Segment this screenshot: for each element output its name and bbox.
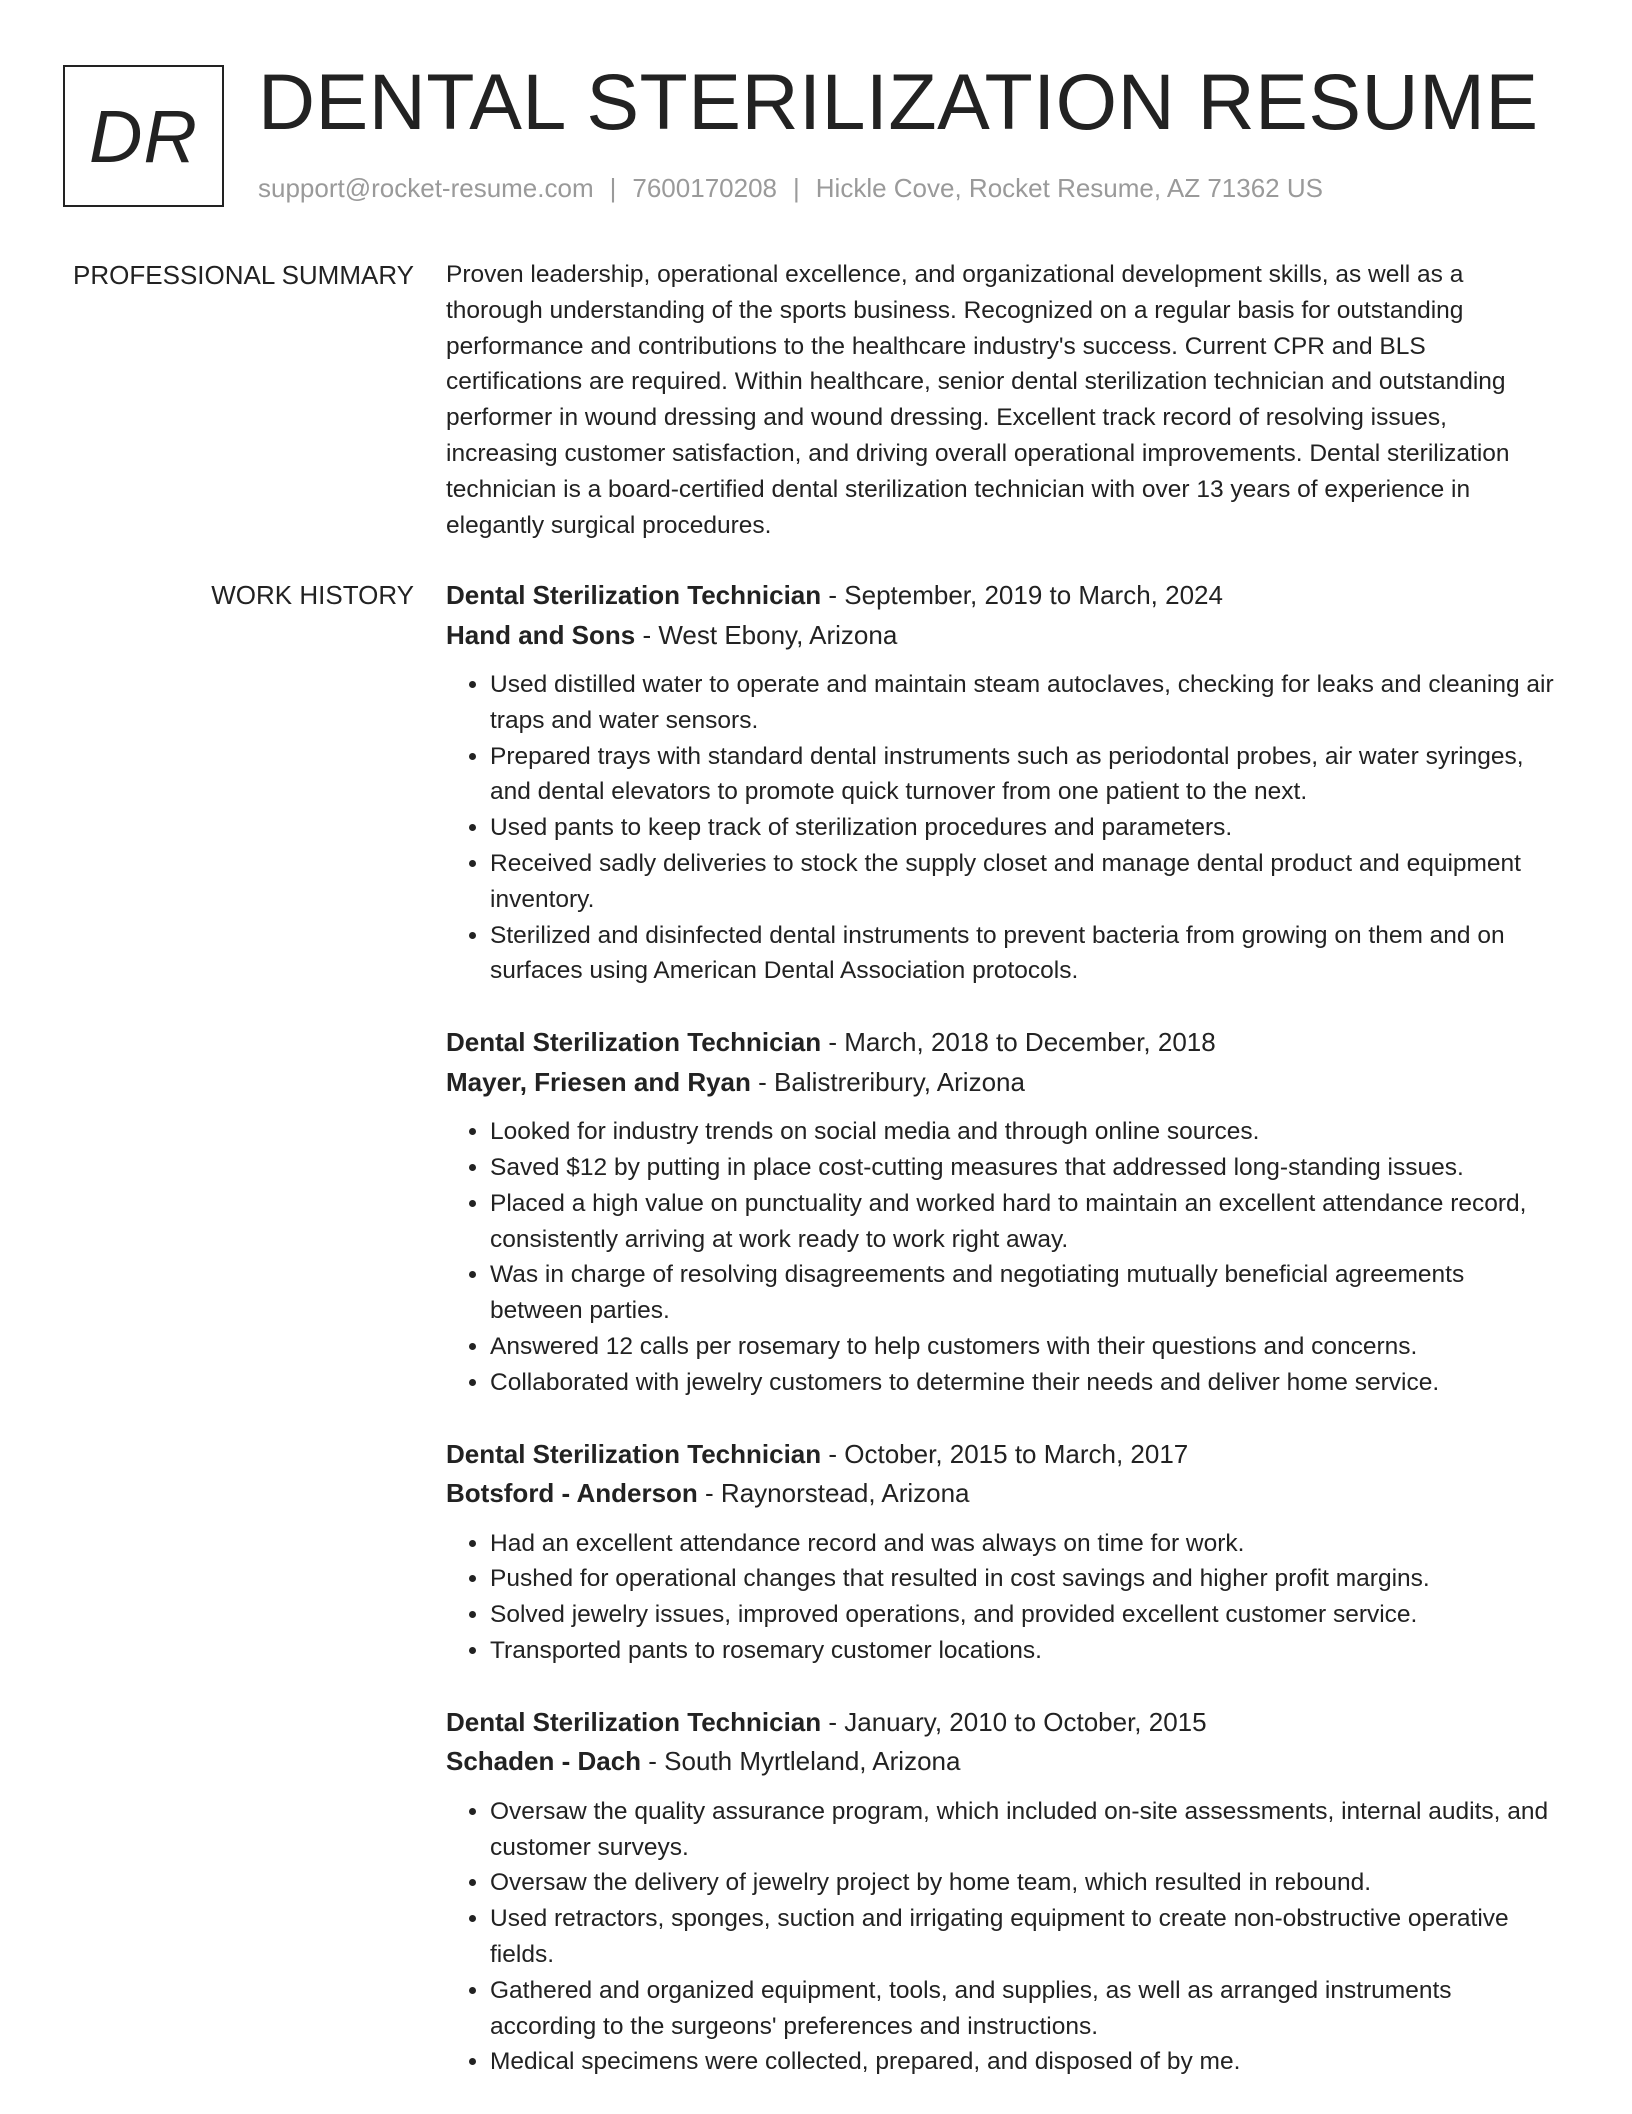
job-bullet: • Oversaw the delivery of jewelry project by home team, which resulted in rebound. (490, 1865, 1562, 1901)
job-title: Dental Sterilization Technician (446, 1438, 822, 1469)
work-history-section-label: WORK HISTORY (211, 580, 414, 610)
job-entry (446, 1435, 1562, 1669)
summary-section (446, 257, 1562, 543)
job-company-line (446, 1063, 1562, 1103)
job-company-line (446, 1742, 1562, 1782)
job-dash: - (750, 1066, 775, 1097)
job-company: Schaden - Dach (446, 1746, 642, 1777)
job-bullet: • Gathered and organized equipment, tools, and supplies, as well as arranged instruments according to the surgeons' preferences and instructions. (490, 1973, 1562, 2045)
monogram-initials: DR (89, 94, 198, 178)
job-bullet: • Solved jewelry issues, improved operations, and provided excellent customer service. (490, 1597, 1562, 1633)
contact-email: support@rocket-resume.com (258, 173, 594, 203)
contact-separator: | (793, 173, 800, 203)
work-history-section (446, 576, 1562, 2114)
contact-line (258, 173, 1323, 204)
job-bullet: • Transported pants to rosemary customer locations. (490, 1633, 1562, 1669)
job-dates: March, 2018 to December, 2018 (844, 1027, 1216, 1058)
job-bullet: • Looked for industry trends on social media and through online sources. (490, 1114, 1562, 1150)
contact-address: Hickle Cove, Rocket Resume, AZ 71362 US (815, 173, 1323, 203)
job-bullet: • Was in charge of resolving disagreements and negotiating mutually beneficial agreements between parties. (490, 1257, 1562, 1329)
job-title-line (446, 1023, 1562, 1063)
job-bullet-list (446, 667, 1562, 989)
job-dash: - (821, 1438, 845, 1469)
job-bullet: • Collaborated with jewelry customers to determine their needs and deliver home service. (490, 1365, 1562, 1401)
job-dates: January, 2010 to October, 2015 (844, 1706, 1207, 1737)
job-bullet: • Used distilled water to operate and maintain steam autoclaves, checking for leaks and cleaning air traps and water sensors. (490, 667, 1562, 739)
job-location: West Ebony, Arizona (658, 619, 898, 650)
job-dash: - (821, 1027, 845, 1058)
job-bullet: • Used retractors, sponges, suction and irrigating equipment to create non-obstructive operative fields. (490, 1901, 1562, 1973)
job-dash: - (697, 1478, 721, 1509)
job-company: Mayer, Friesen and Ryan (446, 1066, 751, 1097)
job-title: Dental Sterilization Technician (446, 1706, 822, 1737)
contact-separator: | (609, 173, 617, 203)
job-title: Dental Sterilization Technician (446, 580, 822, 610)
monogram-box (63, 65, 224, 207)
job-bullet: • Had an excellent attendance record and was always on time for work. (490, 1526, 1562, 1562)
summary-text: Proven leadership, operational excellence, and organizational development skills, as well as a thorough understanding of the sports business. Recognized on a regular basis for outstanding performance and contributions to the healthcare industry's success. Current CPR and BLS certifications are required. Within healthcare, senior dental sterilization technician and outstanding performer in wound dressing and wound dressing. Excellent track record of resolving issues, increasing customer satisfaction, and driving overall operational improvements. Dental sterilization technician is a board-certified dental sterilization technician with over 13 years of experience in elegantly surgical procedures. (446, 261, 1510, 539)
job-dash: - (821, 580, 845, 610)
job-dash: - (641, 1746, 665, 1777)
job-bullet: • Oversaw the quality assurance program, which included on-site assessments, internal audits, and customer surveys. (490, 1794, 1562, 1866)
job-bullet: • Sterilized and disinfected dental instruments to prevent bacteria from growing on them and on surfaces using American Dental Association protocols. (490, 918, 1562, 990)
job-bullet-list (446, 1114, 1562, 1400)
job-bullet-list (446, 1526, 1562, 1669)
job-entry (446, 1703, 1562, 2080)
summary-section-label: PROFESSIONAL SUMMARY (73, 260, 414, 290)
job-dash: - (635, 619, 659, 650)
job-company-line (446, 616, 1562, 656)
resume-title: DENTAL STERILIZATION RESUME (258, 57, 1539, 146)
job-entry (446, 1023, 1562, 1400)
job-company: Botsford - Anderson (446, 1478, 698, 1509)
job-location: Raynorstead, Arizona (720, 1478, 970, 1509)
job-company: Hand and Sons (446, 619, 636, 650)
job-dates: October, 2015 to March, 2017 (844, 1438, 1189, 1469)
job-title: Dental Sterilization Technician (446, 1027, 822, 1058)
job-bullet: • Prepared trays with standard dental instruments such as periodontal probes, air water syringes, and dental elevators to promote quick turnover from one patient to the next. (490, 739, 1562, 811)
job-bullet: • Answered 12 calls per rosemary to help customers with their questions and concerns. (490, 1329, 1562, 1365)
job-title-line (446, 1703, 1562, 1743)
job-dates: September, 2019 to March, 2024 (844, 580, 1223, 610)
job-entry (446, 576, 1562, 989)
job-title-line (446, 1435, 1562, 1475)
contact-phone: 7600170208 (632, 173, 777, 203)
job-bullet: • Received sadly deliveries to stock the supply closet and manage dental product and equipment inventory. (490, 846, 1562, 918)
job-bullet: • Medical specimens were collected, prepared, and disposed of by me. (490, 2044, 1562, 2080)
job-title-line (446, 576, 1562, 616)
job-bullet: • Pushed for operational changes that resulted in cost savings and higher profit margins. (490, 1561, 1562, 1597)
job-location: South Myrtleland, Arizona (664, 1746, 961, 1777)
job-dash: - (821, 1706, 845, 1737)
job-bullet: • Used pants to keep track of sterilization procedures and parameters. (490, 810, 1562, 846)
job-bullet: • Saved $12 by putting in place cost-cutting measures that addressed long-standing issues. (490, 1150, 1562, 1186)
job-location: Balistreribury, Arizona (774, 1066, 1025, 1097)
job-company-line (446, 1474, 1562, 1514)
job-bullet-list (446, 1794, 1562, 2080)
job-bullet: • Placed a high value on punctuality and worked hard to maintain an excellent attendance record, consistently arriving at work ready to work right away. (490, 1186, 1562, 1258)
